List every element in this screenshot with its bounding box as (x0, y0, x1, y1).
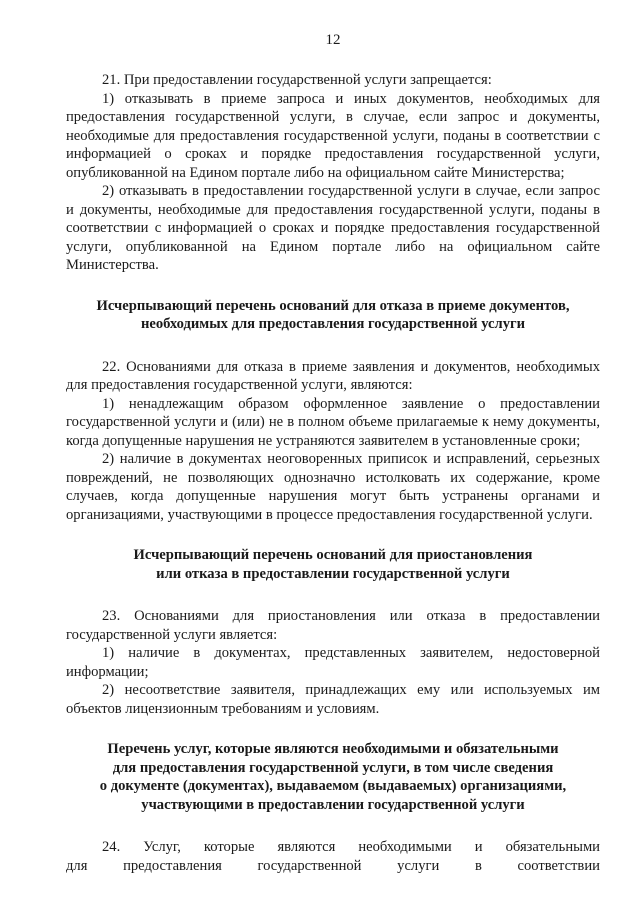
paragraph-22-intro: 22. Основаниями для отказа в приеме заявления и документов, необходимых для предоставления государственной услуги, являются: (66, 358, 600, 393)
heading-line: Перечень услуг, которые являются необходимыми и обязательными (107, 741, 559, 757)
paragraph-24-line-2 (66, 857, 600, 876)
paragraph-21-intro: 21. При предоставлении государственной услуги запрещается: (102, 72, 492, 88)
heading-refusal-reception (66, 297, 600, 334)
heading-line: или отказа в предоставлении государственной услуги (156, 565, 510, 582)
heading-required-services (66, 740, 600, 814)
heading-line: о документе (документах), выдаваемом (выдаваемых) организациями, (99, 778, 567, 794)
paragraph-23-item-2: 2) несоответствие заявителя, принадлежащих ему или используемых им объектов лицензионным требованиям и условиям. (66, 682, 600, 717)
heading-line: участвующими в предоставлении государственной услуги (141, 796, 525, 813)
word: услуги (397, 857, 440, 874)
word: соответствии (517, 857, 600, 874)
page-number: 12 (325, 32, 341, 48)
heading-line: для предоставления государственной услуги, в том числе сведения (112, 759, 554, 776)
paragraph-21-item-1: 1) отказывать в приеме запроса и иных документов, необходимых для предоставления государственной услуги, в случае, если запрос и документы, необходимые для предоставления государственной услуги, поданы в соответствии с информацией о сроках и порядке предоставления государственной услуги, опубликованной на Едином портале либо на официальном сайте Министерства; (66, 90, 600, 181)
heading-line: Исчерпывающий перечень оснований для приостановления (133, 547, 533, 563)
paragraph-24-line-1: 24. Услуг, которые являются необходимыми и обязательными (102, 839, 600, 855)
paragraph-22-item-2: 2) наличие в документах неоговоренных приписок и исправлений, серьезных повреждений, не позволяющих однозначно истолковать их содержание, кроме случаев, когда допущенные нарушения могут быть устранены органами и организациями, участвующими в процессе предоставления государственной услуги. (66, 451, 600, 523)
heading-suspension-refusal (66, 546, 600, 583)
word: для (66, 857, 88, 874)
heading-line: необходимых для предоставления государственной услуги (140, 316, 526, 332)
paragraph-23-item-1: 1) наличие в документах, представленных заявителем, недостоверной информации; (66, 645, 600, 680)
word: государственной (257, 857, 362, 874)
paragraph-23-intro: 23. Основаниями для приостановления или отказа в предоставлении государственной услуги является: (66, 608, 600, 643)
word: предоставления (123, 857, 222, 874)
heading-line: Исчерпывающий перечень оснований для отказа в приеме документов, (96, 297, 570, 314)
paragraph-22-item-1: 1) ненадлежащим образом оформленное заявление о предоставлении государственной услуги и (или) не в полном объеме прилагаемые к нему документы, когда допущенные нарушения не устраняются заявителем в установленные сроки; (66, 395, 600, 449)
paragraph-21-item-2: 2) отказывать в предоставлении государственной услуги в случае, если запрос и документы, необходимые для предоставления государственной услуги, поданы в соответствии с информацией о сроках и порядке предоставления государственной услуги, опубликованной на Едином портале либо на официальном сайте Министерства. (66, 183, 600, 273)
word: в (474, 857, 482, 874)
